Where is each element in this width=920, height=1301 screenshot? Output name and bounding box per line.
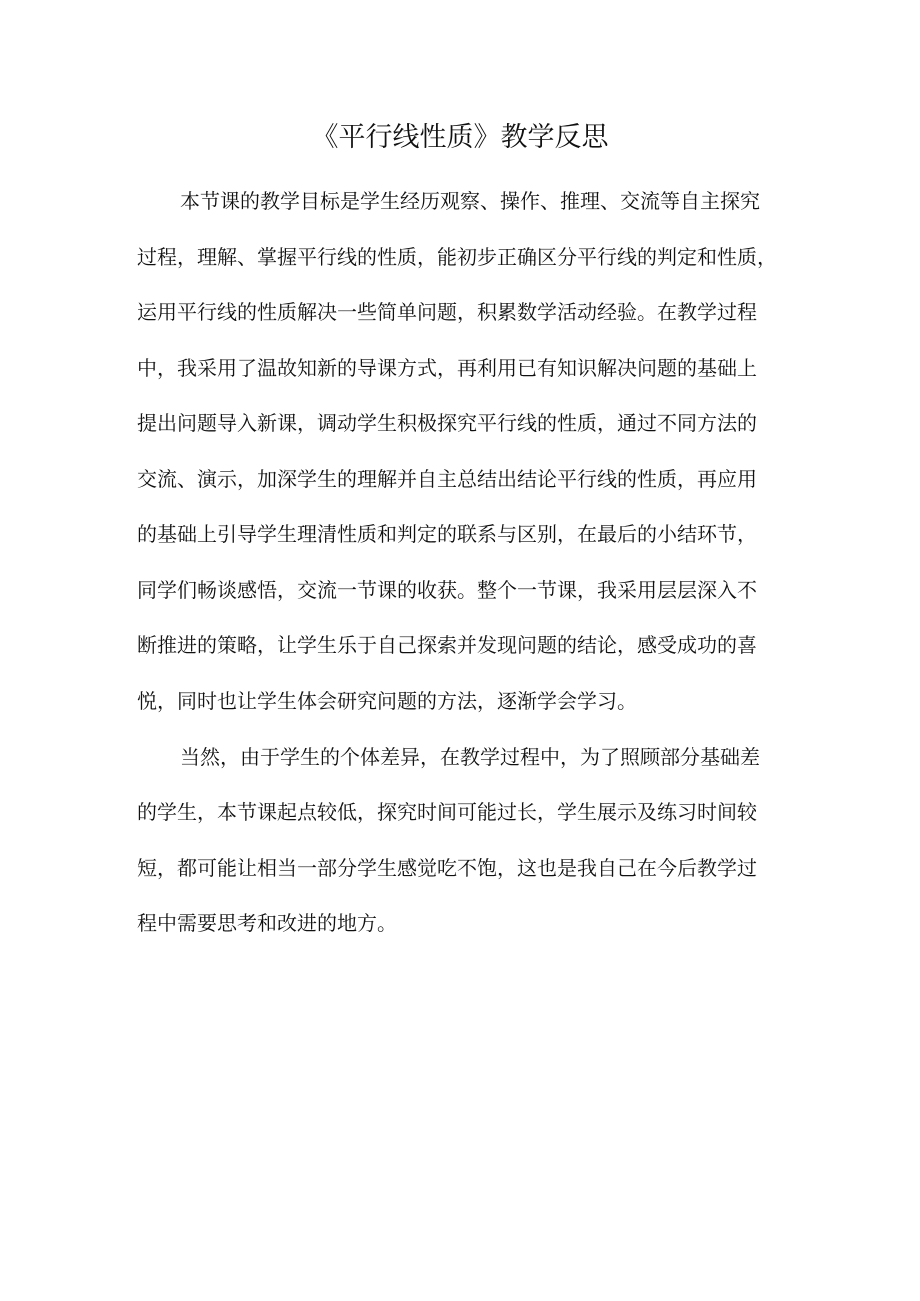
paragraph-line: 同学们畅谈感悟，交流一节课的收获。整个一节课，我采用层层深入不 [137,578,757,602]
paragraph-line: 提出问题导入新课，调动学生积极探究平行线的性质，通过不同方法的 [137,411,757,435]
paragraph-line: 的基础上引导学生理清性质和判定的联系与区别，在最后的小结环节， [137,522,757,546]
document-title: 《平行线性质》教学反思 [311,122,609,153]
paragraph-line: 断推进的策略，让学生乐于自己探索并发现问题的结论，感受成功的喜 [137,633,757,657]
paragraph-line: 交流、演示，加深学生的理解并自主总结出结论平行线的性质，再应用 [137,467,757,491]
paragraph-line: 短，都可能让相当一部分学生感觉吃不饱，这也是我自己在今后教学过 [137,856,757,880]
paragraph-line: 悦，同时也让学生体会研究问题的方法，逐渐学会学习。 [137,689,637,713]
paragraph-line: 运用平行线的性质解决一些简单问题，积累数学活动经验。在教学过程 [137,300,757,324]
paragraph-line: 的学生，本节课起点较低，探究时间可能过长，学生展示及练习时间较 [137,800,757,824]
paragraph-line: 当然，由于学生的个体差异，在教学过程中，为了照顾部分基础差 [180,745,760,769]
paragraph-line: 本节课的教学目标是学生经历观察、操作、推理、交流等自主探究 [180,189,760,213]
paragraph-line: 中，我采用了温故知新的导课方式，再利用已有知识解决问题的基础上 [137,356,757,380]
paragraph-line: 程中需要思考和改进的地方。 [137,911,397,935]
paragraph-line: 过程，理解、掌握平行线的性质，能初步正确区分平行线的判定和性质， [137,245,777,269]
